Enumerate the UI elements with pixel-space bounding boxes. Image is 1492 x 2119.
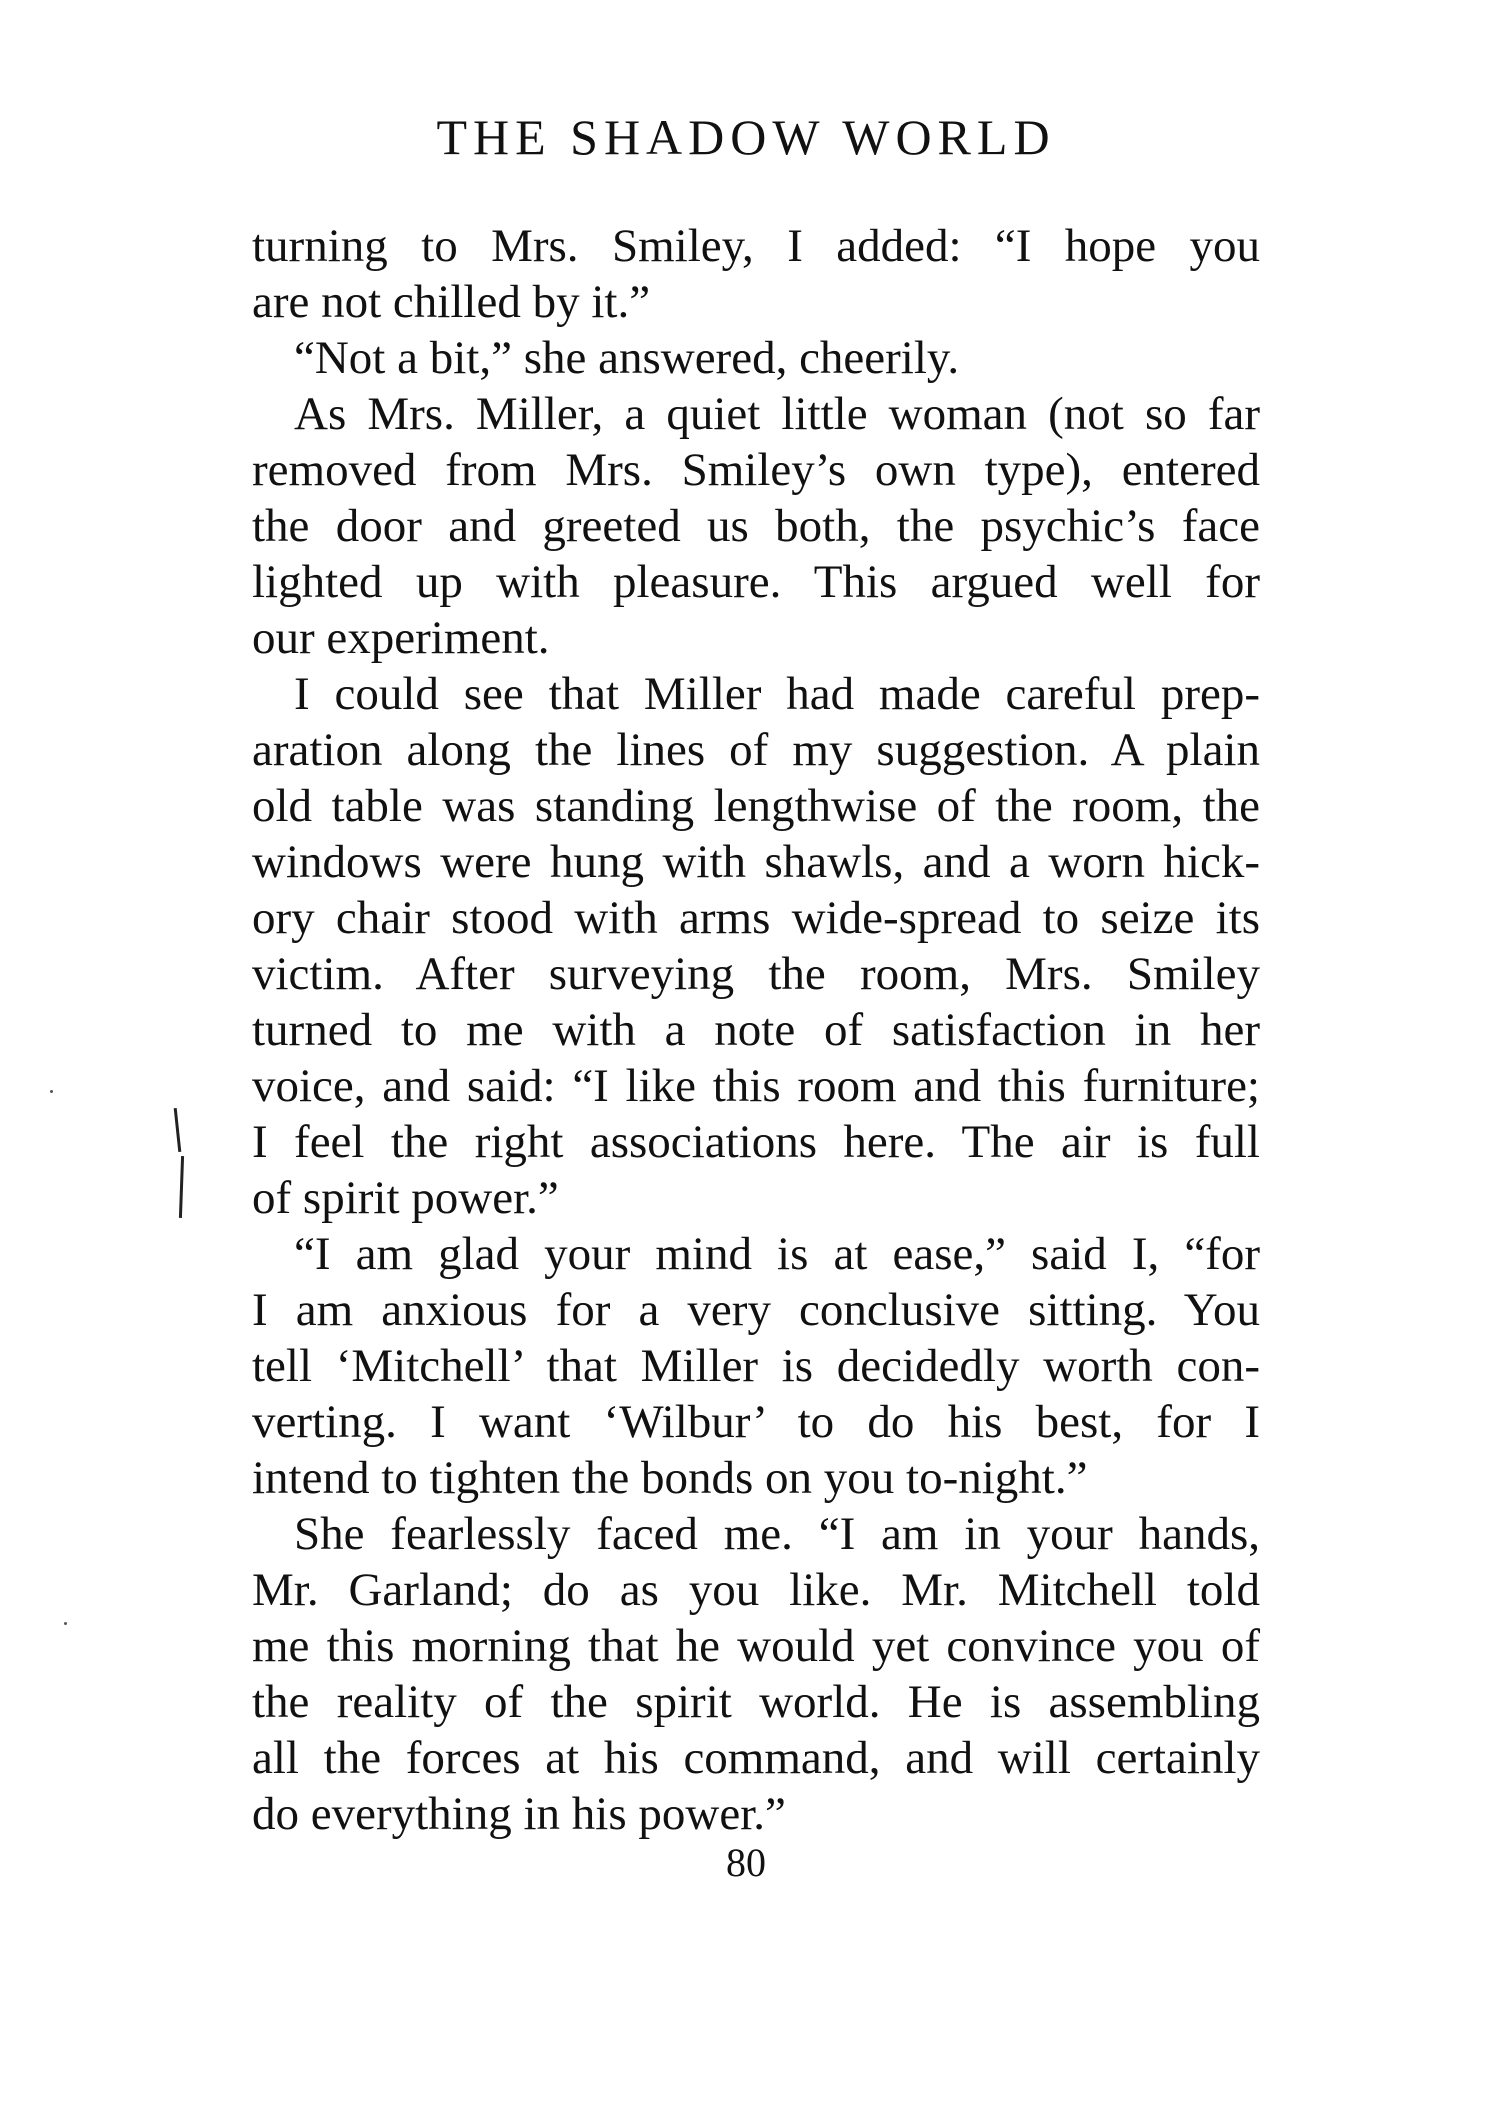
paper-speck — [64, 1622, 67, 1625]
text-line: do everything in his power.” — [252, 1788, 786, 1840]
text-line: all the forces at his command, and will certainly — [252, 1732, 1260, 1784]
margin-pencil-mark — [176, 1108, 180, 1218]
text-line: I could see that Miller had made careful prep- — [294, 668, 1260, 720]
text-line: the reality of the spirit world. He is assembling — [252, 1676, 1260, 1728]
text-line: turned to me with a note of satisfaction in her — [252, 1004, 1260, 1056]
text-line: aration along the lines of my suggestion. A plain — [252, 724, 1260, 776]
text-line: of spirit power.” — [252, 1172, 559, 1224]
text-line: She fearlessly faced me. “I am in your hands, — [294, 1508, 1260, 1560]
text-line: verting. I want ‘Wilbur’ to do his best, for I — [252, 1396, 1260, 1448]
text-line: old table was standing lengthwise of the room, the — [252, 780, 1260, 832]
pencil-stroke-upper — [174, 1108, 182, 1152]
text-line: windows were hung with shawls, and a worn hick- — [252, 836, 1260, 888]
text-line: I feel the right associations here. The air is full — [252, 1116, 1260, 1168]
text-line: “Not a bit,” she answered, cheerily. — [294, 332, 960, 384]
body-text — [252, 218, 1260, 1842]
text-line: the door and greeted us both, the psychic’s face — [252, 500, 1260, 552]
text-line: “I am glad your mind is at ease,” said I, “for — [294, 1228, 1260, 1280]
text-line: turning to Mrs. Smiley, I added: “I hope you — [252, 220, 1260, 272]
text-line: are not chilled by it.” — [252, 276, 651, 328]
text-line: intend to tighten the bonds on you to-night.” — [252, 1452, 1088, 1504]
text-line: our experiment. — [252, 612, 550, 664]
text-line: Mr. Garland; do as you like. Mr. Mitchell told — [252, 1564, 1260, 1616]
text-line: removed from Mrs. Smiley’s own type), entered — [252, 444, 1260, 496]
text-line: As Mrs. Miller, a quiet little woman (not so far — [294, 388, 1260, 440]
text-line: I am anxious for a very conclusive sitting. You — [252, 1284, 1260, 1336]
text-line: me this morning that he would yet convince you of — [252, 1620, 1260, 1672]
text-line: ory chair stood with arms wide-spread to seize its — [252, 892, 1260, 944]
pencil-stroke-lower — [179, 1156, 184, 1218]
text-line: victim. After surveying the room, Mrs. Smiley — [252, 948, 1260, 1000]
text-line: lighted up with pleasure. This argued well for — [252, 556, 1260, 608]
page-number: 80 — [726, 1840, 766, 1885]
text-line: tell ‘Mitchell’ that Miller is decidedly worth con- — [252, 1340, 1260, 1392]
running-head: THE SHADOW WORLD — [436, 109, 1056, 165]
paper-speck — [50, 1090, 53, 1093]
text-line: voice, and said: “I like this room and this furniture; — [252, 1060, 1260, 1112]
